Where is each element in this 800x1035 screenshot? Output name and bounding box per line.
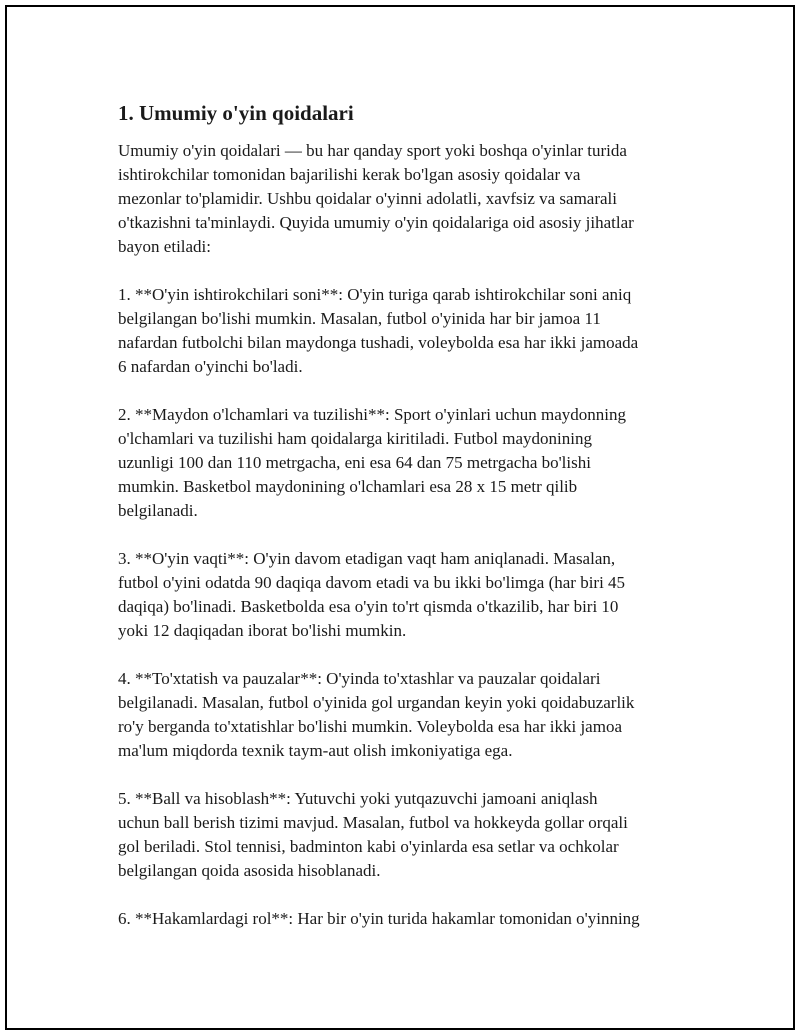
paragraph-item-6 <box>118 907 698 931</box>
text-line: futbol o'yini odatda 90 daqiqa davom etadi va bu ikki bo'limga (har biri 45 <box>118 573 626 592</box>
text-line: 6. **Hakamlardagi rol**: Har bir o'yin turida hakamlar tomonidan o'yinning <box>118 909 640 928</box>
text-line: o'tkazishni ta'minlaydi. Quyida umumiy o'yin qoidalariga oid asosiy jihatlar <box>118 213 634 232</box>
paragraph-item-2 <box>118 403 698 523</box>
text-line: 2. **Maydon o'lchamlari va tuzilishi**: Sport o'yinlari uchun maydonning <box>118 405 627 424</box>
text-line: belgilangan bo'lishi mumkin. Masalan, futbol o'yinida har bir jamoa 11 <box>118 309 601 328</box>
text-line: ishtirokchilar tomonidan bajarilishi kerak bo'lgan asosiy qoidalar va <box>118 165 581 184</box>
text-line: 5. **Ball va hisoblash**: Yutuvchi yoki yutqazuvchi jamoani aniqlash <box>118 789 598 808</box>
paragraph-item-4 <box>118 667 698 763</box>
text-line: belgilanadi. Masalan, futbol o'yinida gol urgandan keyin yoki qoidabuzarlik <box>118 693 635 712</box>
text-line: 3. **O'yin vaqti**: O'yin davom etadigan vaqt ham aniqlanadi. Masalan, <box>118 549 616 568</box>
page-frame <box>5 5 795 1030</box>
document-body <box>118 99 698 955</box>
document-title: 1. Umumiy o'yin qoidalari <box>118 101 354 125</box>
paragraph-item-1 <box>118 283 698 379</box>
text-line: o'lchamlari va tuzilishi ham qoidalarga kiritiladi. Futbol maydonining <box>118 429 592 448</box>
paragraph-item-3 <box>118 547 698 643</box>
text-line: bayon etiladi: <box>118 237 212 256</box>
text-line: 6 nafardan o'yinchi bo'ladi. <box>118 357 303 376</box>
text-line: uchun ball berish tizimi mavjud. Masalan, futbol va hokkeyda gollar orqali <box>118 813 628 832</box>
text-line: ro'y berganda to'xtatishlar bo'lishi mumkin. Voleybolda esa har ikki jamoa <box>118 717 622 736</box>
text-line: gol beriladi. Stol tennisi, badminton kabi o'yinlarda esa setlar va ochkolar <box>118 837 619 856</box>
text-line: belgilanadi. <box>118 501 198 520</box>
text-line: yoki 12 daqiqadan iborat bo'lishi mumkin. <box>118 621 407 640</box>
paragraph-item-5 <box>118 787 698 883</box>
paragraph-intro <box>118 139 698 259</box>
text-line: mumkin. Basketbol maydonining o'lchamlari esa 28 x 15 metr qilib <box>118 477 578 496</box>
text-line: nafardan futbolchi bilan maydonga tushadi, voleybolda esa har ikki jamoada <box>118 333 639 352</box>
text-line: 4. **To'xtatish va pauzalar**: O'yinda to'xtashlar va pauzalar qoidalari <box>118 669 601 688</box>
text-line: mezonlar to'plamidir. Ushbu qoidalar o'yinni adolatli, xavfsiz va samarali <box>118 189 617 208</box>
text-line: uzunligi 100 dan 110 metrgacha, eni esa 64 dan 75 metrgacha bo'lishi <box>118 453 591 472</box>
text-line: belgilangan qoida asosida hisoblanadi. <box>118 861 381 880</box>
text-line: ma'lum miqdorda texnik taym-aut olish imkoniyatiga ega. <box>118 741 513 760</box>
text-line: 1. **O'yin ishtirokchilari soni**: O'yin turiga qarab ishtirokchilar soni aniq <box>118 285 632 304</box>
text-line: daqiqa) bo'linadi. Basketbolda esa o'yin to'rt qismda o'tkazilib, har biri 10 <box>118 597 619 616</box>
text-line: Umumiy o'yin qoidalari — bu har qanday sport yoki boshqa o'yinlar turida <box>118 141 627 160</box>
